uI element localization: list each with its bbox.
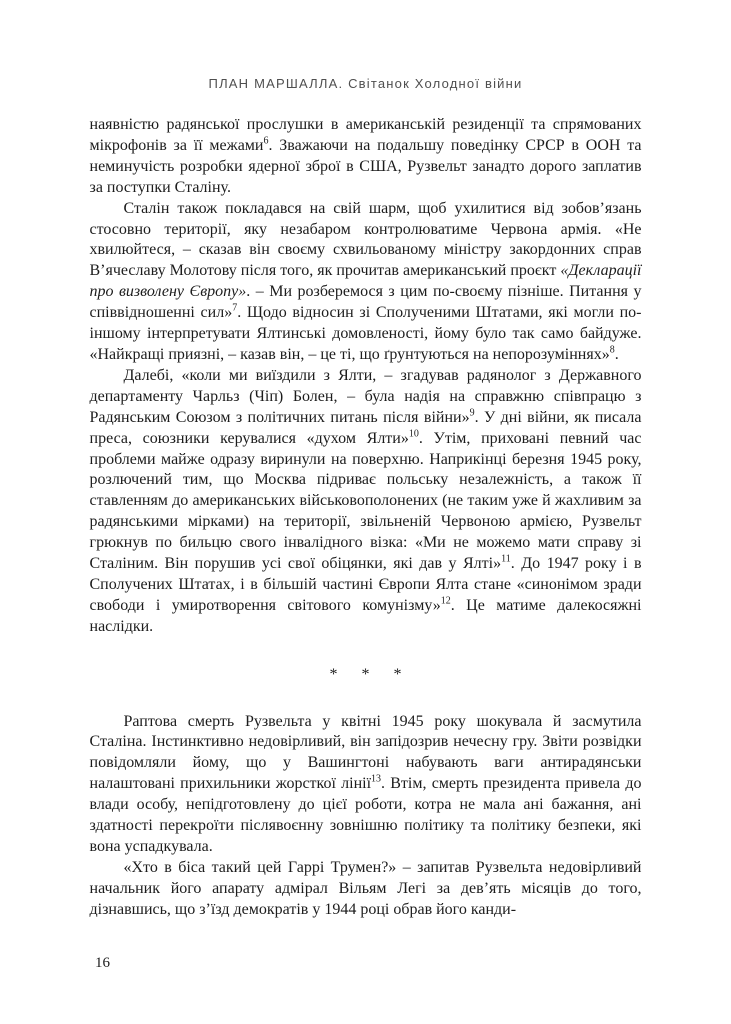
text-run: Сталін також покладався на свій шарм, щоб ухилитися від зобов’язань стосовно території, яку незабаром контролюватиме Червона армія. «Не хвилюйтеся, – сказав він своєму схвильованому міністру закордонних справ В’ячеславу Молотову після того, як прочитав американський проєкт (89, 199, 642, 280)
paragraph (90, 115, 642, 199)
footnote-ref: 11 (501, 553, 511, 565)
text-run: . – Ми розберемося з цим по-своєму пізніше. Питання у співвідношенні сил» (89, 283, 642, 322)
paragraph (90, 712, 642, 858)
paragraph (90, 199, 642, 366)
text-run: . Втім, смерть президента привела до влади особу, непідготовлену до цієї роботи, котра не мала ані бажання, ані здатності перекроїти післявоєнну зовнішню політику та політику безпеки, які вона успадкувала. (89, 775, 642, 855)
text-run: «Хто в біса такий цей Гаррі Трумен?» – запитав Рузвельта недовірливий начальник його апарату адмірал Вільям Легі за дев’ять місяців до того, дізнавшись, що з’їзд демократів у 1944 році обрав його канди- (89, 858, 642, 918)
text-run: Раптова смерть Рузвельта у квітні 1945 року шокувала й засмутила Сталіна. Інстинктивно недовірливий, він запідозрив нечесну гру. Звіти розвідки повідомляли йому, що у Вашингтоні набувають ваги антирадянськи налаштовані прихильники жорсткої лінії (89, 712, 642, 793)
section-separator: * * * (329, 665, 412, 683)
footnote-ref: 12 (440, 595, 451, 607)
italic-run: «Декларації про визволену Європу» (89, 262, 642, 301)
page-number: 16 (95, 955, 110, 971)
footnote-ref: 7 (232, 302, 238, 314)
paragraph (90, 366, 642, 638)
text-run: наявністю радянської прослушки в американській резиденції та спрямованих мікрофонів за її межами (89, 116, 642, 154)
text-column (90, 76, 642, 921)
paragraph (90, 858, 642, 921)
text-run: . До 1947 року і в Сполучених Штатах, і в більшій частині Європи Ялта стане «синонімом зради свободи і умиротворення світового комунізму» (89, 555, 642, 614)
footnote-ref: 13 (371, 773, 382, 785)
footnote-ref: 9 (469, 407, 475, 419)
text-run: . У дні війни, як писала преса, союзники керувалися «духом Ялти» (89, 408, 642, 447)
running-header: ПЛАН МАРШАЛЛА. Світанок Холодної війни (208, 76, 523, 91)
footnote-ref: 8 (609, 344, 615, 356)
text-run: . Зважаючи на подальшу поведінку СРСР в ООН та неминучість розробки ядерної зброї в США, Рузвельт занадто дорого заплатив за поступки Сталіну. (89, 136, 642, 196)
text-run: . (614, 345, 619, 363)
text-run: . Це матиме далекосяжні наслідки. (89, 596, 642, 635)
page-body (90, 115, 642, 921)
text-run: . Щодо відносин зі Сполученими Штатами, які могли по-іншому інтерпретувати Ялтинські домовленості, йому було так само байдуже. «Найкращі приязні, – казав він, – це ті, що ґрунтуються на непорозуміннях» (89, 304, 642, 363)
footnote-ref: 6 (263, 135, 269, 147)
footnote-ref: 10 (408, 428, 419, 440)
text-run: . Утім, приховані певний час проблеми майже одразу виринули на поверхню. Наприкінці березня 1945 року, розлючений тим, що Москва підриває польську незалежність, а також її ставленням до американських військовополонених (не таким уже й жахливим за радянськими мірками) на території, звільненій Червоною армією, Рузвельт грюкнув по бильцю свого інвалідного візка: «Ми не можемо мати справу зі Сталіним. Він порушив усі свої обіцянки, які дав у Ялті» (89, 429, 642, 573)
text-run: Далебі, «коли ми виїздили з Ялти, – згадував радянолог з Державного департаменту Чарльз (Чіп) Болен, – була надія на справжню співпрацю з Радянським Союзом з політичних питань після війни» (89, 366, 642, 426)
